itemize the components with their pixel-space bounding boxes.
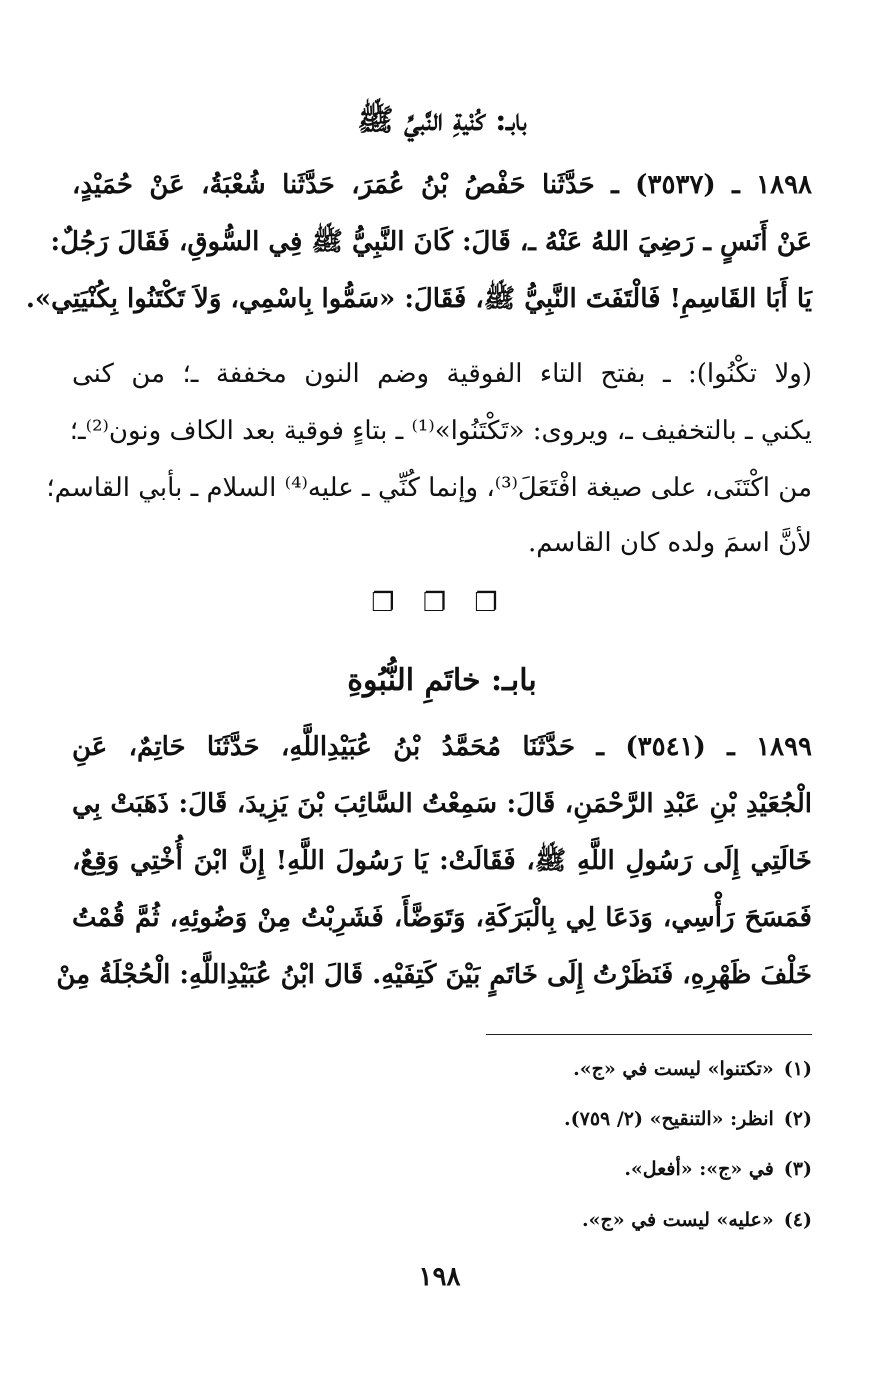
hadith-line: ١٨٩٨ ـ (٣٥٣٧) ـ حَدَّثَنا حَفْصُ بْنُ عُمَرَ، حَدَّثَنا شُعْبَةُ، عَنْ حُمَيْدٍ، [72, 170, 812, 200]
footnote-number: (٣) [783, 1158, 812, 1180]
section-divider: ❐ ❐ ❐ [371, 588, 508, 618]
chapter-heading-seal: بابـ: خاتَمِ النُّبُوةِ [347, 663, 537, 698]
hadith-line: خَالَتِي إِلَى رَسُولِ اللَّهِ ﷺ، فَقَالَتْ: يَا رَسُولَ اللَّهِ! إِنَّ ابْنَ أُخْتِي وَقِعٌ، [72, 846, 812, 876]
footnote [420, 1104, 812, 1134]
hadith-line: خَلْفَ ظَهْرِهِ، فَنَظَرْتُ إِلَى خَاتَمٍ بَيْنَ كَتِفَيْهِ. قَالَ ابْنُ عُبَيْدِاللَّهِ: الْحُجْلَةُ مِنْ [56, 960, 812, 990]
commentary-line: من اكْتَنَى، على صيغة افْتَعَلَ⁽³⁾، وإنما كُنِّي ـ عليه⁽⁴⁾ السلام ـ بأبي القاسم؛ [46, 473, 812, 503]
hadith-line: يَا أَبَا القَاسِمِ! فَالْتَفَتَ النَّبِيُّ ﷺ، فَقَالَ: «سَمُّوا بِاسْمِي، وَلاَ تَكْتَنُوا بِكُنْيَتِي». [25, 284, 812, 314]
commentary-line: (ولا تكْنُوا): ـ بفتح التاء الفوقية وضم النون مخففة ـ؛ من كنى [72, 359, 812, 389]
hadith-line: الْجُعَيْدِ بْنِ عَبْدِ الرَّحْمَنِ، قَالَ: سَمِعْتُ السَّائِبَ بْنَ يَزِيدَ، قَالَ: ذَهَبَتْ بِي [72, 789, 812, 819]
commentary-line: لأنَّ اسمَ ولده كان القاسم. [527, 528, 812, 558]
footnote-number: (٢) [783, 1108, 812, 1130]
footnote-number: (١) [783, 1058, 812, 1080]
footnote [420, 1054, 812, 1084]
chapter-heading-kunya: بابـ: كُنْيةِ النَّبيِّ ﷺ [357, 103, 527, 138]
hadith-line: عَنْ أَنَسٍ ـ رَضِيَ اللهُ عَنْهُ ـ، قَالَ: كَانَ النَّبِيُّ ﷺ فِي السُّوقِ، فَقَالَ رَجُلٌ: [50, 227, 812, 257]
footnote [420, 1205, 812, 1235]
hadith-line: ١٨٩٩ ـ (٣٥٤١) ـ حَدَّثَنَا مُحَمَّدُ بْنُ عُبَيْدِاللَّهِ، حَدَّثَنَا حَاتِمٌ، عَنِ [72, 732, 812, 762]
footnote-separator [486, 1034, 812, 1035]
footnote-text: في «ج»: «أفعل». [624, 1158, 774, 1180]
footnote-text: «تكتنوا» ليست في «ج». [573, 1058, 774, 1080]
footnote-text: «عليه» ليست في «ج». [581, 1209, 774, 1231]
hadith-line: فَمَسَحَ رَأْسِي، وَدَعَا لِي بِالْبَرَكَةِ، وَتَوَضَّأَ، فَشَرِبْتُ مِنْ وَضُوئِهِ، ثُمَّ قُمْتُ [72, 903, 812, 933]
page-number: ١٩٨ [418, 1262, 461, 1292]
commentary-line: يكني ـ بالتخفيف ـ، ويروى: «تَكْتَنُوا»⁽¹⁾ ـ بتاءٍ فوقية بعد الكاف ونون⁽²⁾ـ؛ [69, 416, 812, 446]
footnote [420, 1154, 812, 1184]
footnote-number: (٤) [783, 1209, 812, 1231]
footnote-text: انظر: «التنقيح» (٢/ ٧٥٩). [564, 1108, 774, 1130]
